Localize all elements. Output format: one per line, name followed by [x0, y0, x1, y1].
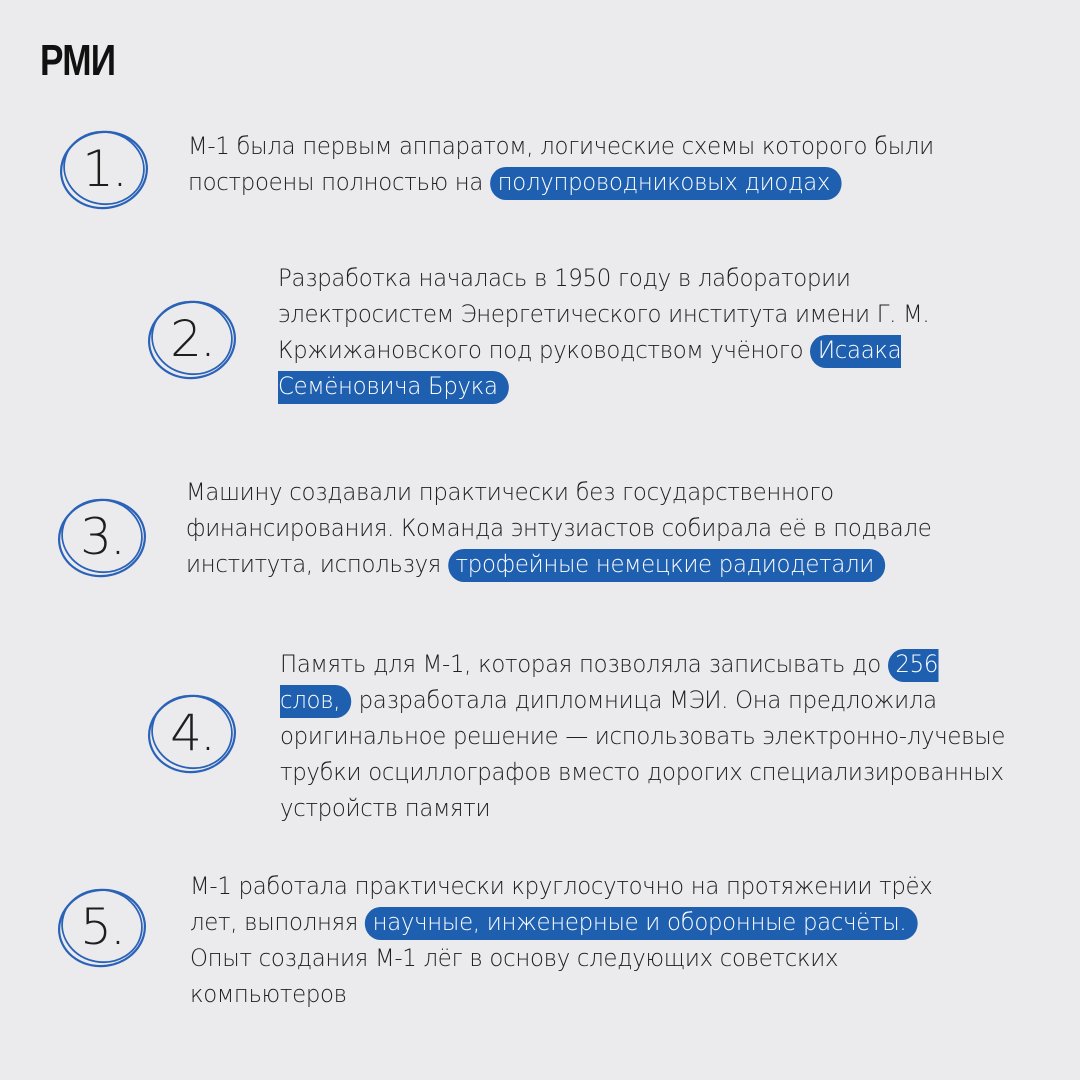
number-badge-4 [146, 690, 238, 776]
number-label: 3. [80, 508, 124, 566]
number-badge-3 [56, 494, 148, 580]
fact-text-4 [280, 646, 1012, 826]
fact-highlight: 256 слов, [280, 649, 938, 718]
fact-highlight: научные, инженерные и оборонные расчёты. [365, 907, 918, 940]
fact-text-2 [278, 260, 1000, 404]
fact-highlight: Исаака Семёновича Брука [278, 335, 901, 404]
number-badge-2 [146, 296, 238, 382]
fact-text: Машину создавали практически без государственного финансирования. Команда энтузиастов собирала её в подвале института, используя [186, 478, 932, 578]
fact-text: М-1 работала практически круглосуточно на протяжении трёх лет, выполняя [190, 872, 933, 936]
fact-text-3 [186, 474, 984, 582]
brand-logo: РМИ [40, 36, 116, 85]
fact-text-1 [188, 128, 948, 200]
fact-text: М-1 была первым аппаратом, логические схемы которого были построены полностью на [188, 132, 934, 196]
number-label: 4. [170, 704, 214, 762]
number-badge-1 [58, 126, 150, 212]
number-label: 2. [170, 310, 214, 368]
fact-highlight: трофейные немецкие радиодетали [448, 549, 885, 582]
fact-highlight: полупроводниковых диодах [490, 167, 841, 200]
number-badge-5 [56, 884, 148, 970]
fact-text-after: Опыт создания М-1 лёг в основу следующих советских компьютеров [190, 944, 839, 1008]
number-label: 1. [82, 140, 126, 198]
fact-text: Разработка началась в 1950 году в лаборатории электросистем Энергетического института имени Г. М. Кржижановского под руководством учёного [278, 264, 930, 364]
fact-text: Память для М-1, которая позволяла записывать до [280, 650, 888, 678]
fact-text-5 [190, 868, 950, 1012]
number-label: 5. [80, 898, 124, 956]
fact-text-after: разработала дипломница МЭИ. Она предложила оригинальное решение — использовать электронно-лучевые трубки осциллографов вместо дорогих специализированных устройств памяти [280, 686, 1006, 822]
